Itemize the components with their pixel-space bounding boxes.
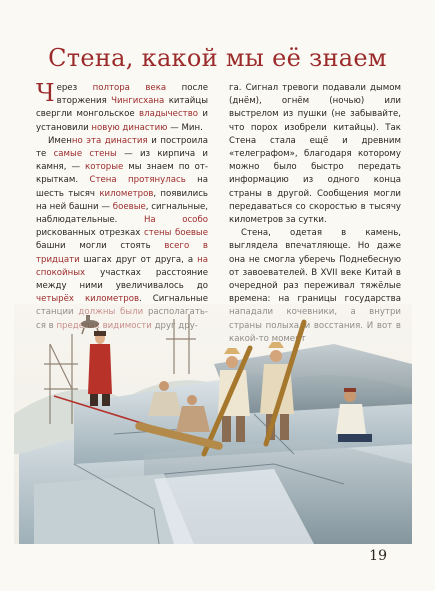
body-text: и установили — [36, 109, 208, 133]
left-column — [36, 79, 209, 333]
highlighted-text: стены боевые — [143, 228, 208, 239]
body-text: на шесть тысяч — [36, 175, 209, 199]
body-text: рискованных отрезках — [36, 228, 144, 239]
body-text: . Сигнальные — [139, 294, 208, 305]
highlighted-text: На особо — [143, 215, 209, 226]
highlighted-text: всего в тридцати — [36, 241, 208, 265]
body-text: после вторжения — [56, 83, 208, 107]
left-paragraph-1 — [36, 79, 208, 135]
highlighted-text: на спокойных — [36, 254, 208, 278]
highlighted-text: самые стены — [53, 149, 117, 160]
body-text: Стена, одетая в камень, выглядела впечатляюще. Но даже она не смогла уберечь Поднебесную от завоевателей. В XVII веке Китай в очередной раз переживал тяжёлые времена: на границы государства — [229, 228, 401, 305]
highlighted-text: четырёх километров — [36, 294, 140, 305]
highlighted-text: династию — [122, 122, 168, 133]
great-wall-illustration — [14, 304, 412, 544]
body-text: га. Сигнал тревоги подавали дымом (днём), огнём (ночью) или выстрелом из пушки (не забывайте, что порох изобрели китайцы). Так Стена стала ещё и древним «телеграфом», благодаря которому можно было быстро передать информацию из одного конца страны в другой. Сообщения могли передаваться со скоростью в тысячу километров за сутки. — [229, 83, 401, 226]
body-text: , появились на ней башни — — [36, 188, 208, 212]
body-text: , сигнальные, наблюдательные. — [36, 201, 209, 226]
drop-cap: Ч — [36, 79, 55, 107]
highlighted-text: новую — [91, 122, 120, 133]
body-text: мы знаем по открыткам. — [36, 162, 208, 186]
highlighted-text: Чингисхана — [111, 96, 165, 107]
body-text: участках расстояние между ними увеличивалось до — [36, 267, 208, 292]
highlighted-text: которые — [85, 162, 124, 173]
highlighted-text: Стена протянулась — [89, 175, 186, 186]
body-text: ерез — [56, 83, 93, 93]
body-text: шагах друг от друга, а — [79, 254, 198, 265]
page-number: 19 — [369, 548, 387, 564]
highlighted-text: километров — [99, 188, 154, 199]
highlighted-text: но эта династия — [71, 135, 148, 146]
body-text: — Мин. — [167, 122, 203, 133]
body-text: китайцы свергли монгольское — [36, 96, 208, 120]
highlighted-text: боевые — [112, 201, 146, 212]
highlighted-text: полтора века — [92, 83, 167, 93]
body-text: башни могли стоять — [36, 241, 165, 252]
body-text: Имен — [48, 135, 72, 146]
right-paragraph-1 — [229, 82, 401, 227]
highlighted-text: владычество — [139, 109, 199, 120]
body-text: — из кирпича и камня, — — [36, 149, 208, 173]
page-title: Стена, какой мы её знаем — [48, 44, 387, 72]
body-text: и построила те — [36, 135, 208, 160]
